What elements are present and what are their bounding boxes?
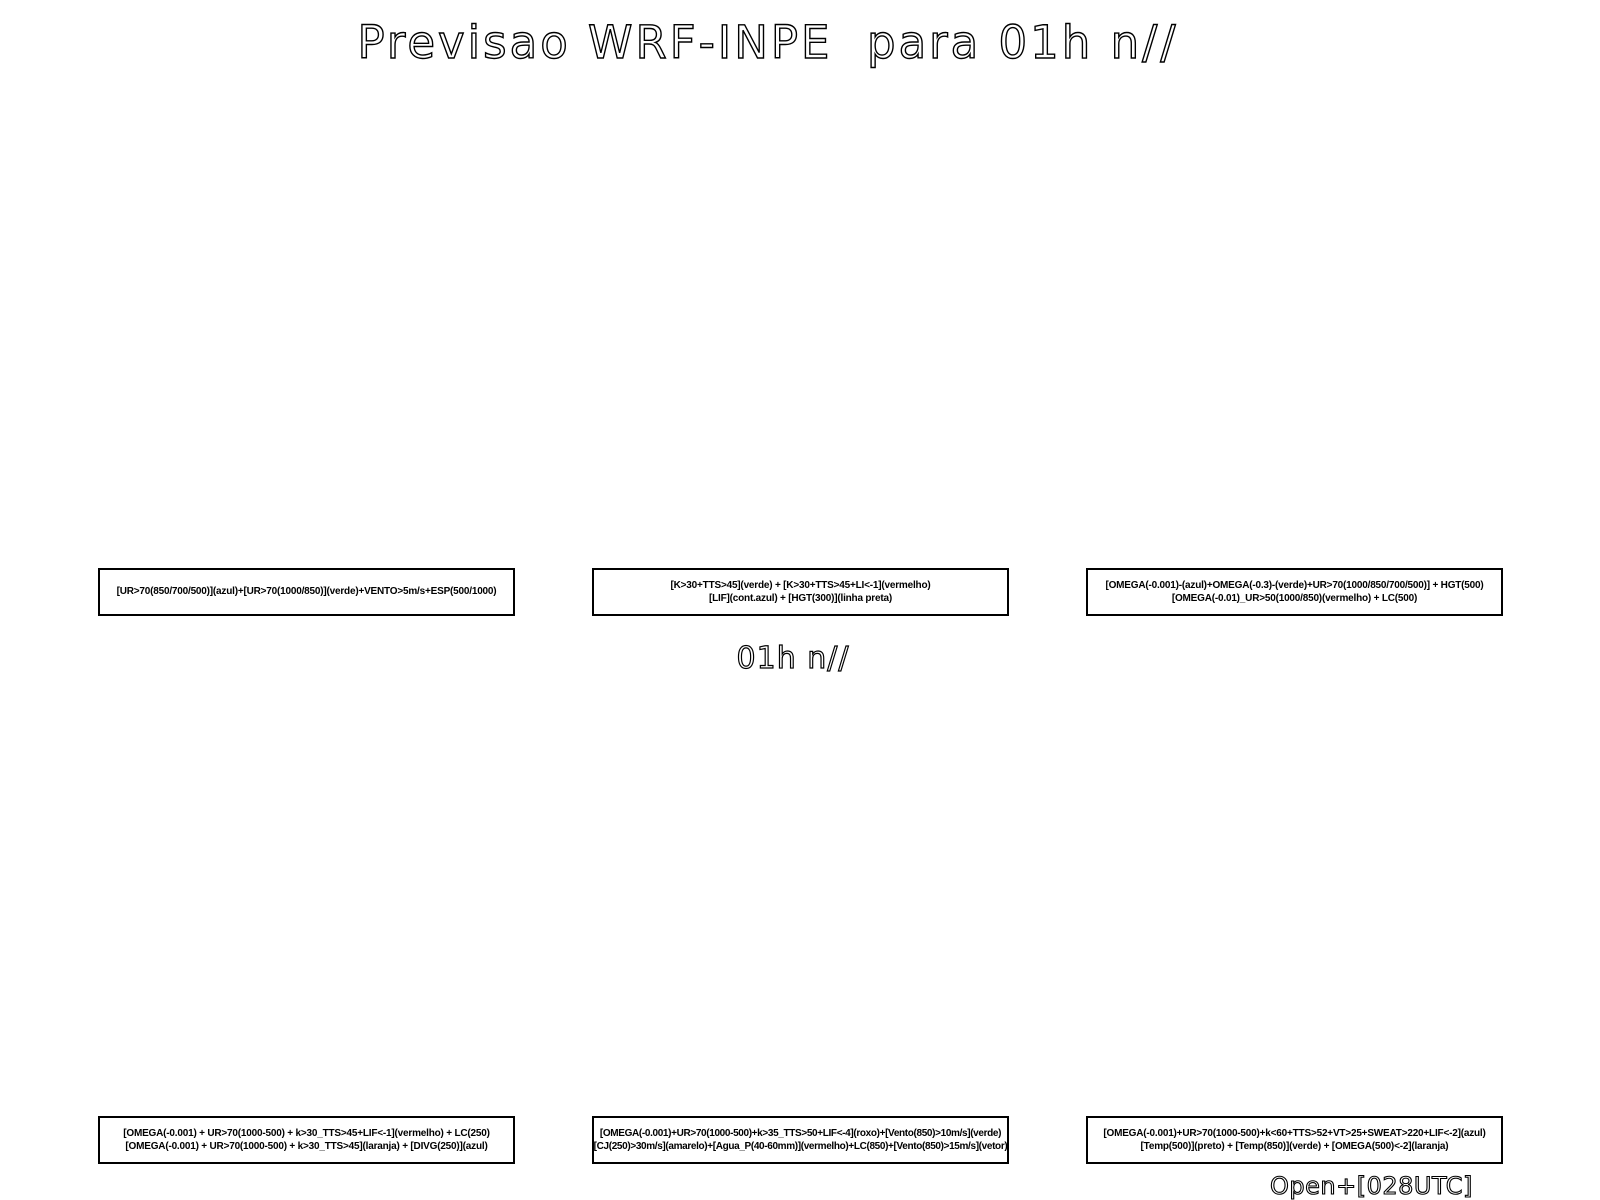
legend-text: [OMEGA(-0.001)-(azul)+OMEGA(-0.3)-(verde)+UR>70(1000/850/700/500)] + HGT(500) — [1105, 579, 1484, 591]
legend-box-mid-left — [98, 568, 515, 616]
legend-box-bottom-center — [592, 1116, 1009, 1164]
legend-text: [K>30+TTS>45](verde) + [K>30+TTS>45+LI<-1](vermelho) — [670, 579, 931, 591]
legend-text: [OMEGA(-0.001)+UR>70(1000-500)+k<60+TTS>52+VT>25+SWEAT>220+LIF<-2](azul) — [1103, 1127, 1486, 1139]
legend-text: [UR>70(850/700/500)](azul)+[UR>70(1000/850)](verde)+VENTO>5m/s+ESP(500/1000) — [116, 586, 497, 598]
page-title-area — [0, 0, 1600, 95]
legend-text: [OMEGA(-0.001)+UR>70(1000-500)+k>35_TTS>50+LIF<-4](roxo)+[Vento(850)>10m/s](verde) — [599, 1127, 1002, 1139]
legend-box-mid-center — [592, 568, 1009, 616]
footer-label-area — [1258, 1168, 1600, 1200]
legend-text: [OMEGA(-0.001) + UR>70(1000-500) + k>30_TTS>45+LIF<-1](vermelho) + LC(250) — [123, 1127, 490, 1139]
legend-text: [Temp(500)](preto) + [Temp(850)](verde) + [OMEGA(500)<-2](laranja) — [1140, 1141, 1449, 1152]
legend-text: [LIF](cont.azul) + [HGT(300)](linha preta) — [709, 593, 892, 604]
footer-label: Open+[028UTC] — [1270, 1172, 1473, 1200]
page-title: Previsao WRF-INPE para 01h n// — [357, 16, 1179, 69]
legend-text: [CJ(250)>30m/s](amarelo)+[Agua_P(40-60mm)](vermelho)+LC(850)+[Vento(850)>15m/s](vetor) — [593, 1141, 1008, 1152]
legend-text: [OMEGA(-0.01)_UR>50(1000/850)(vermelho) + LC(500) — [1171, 593, 1418, 604]
legend-box-bottom-right — [1086, 1116, 1503, 1164]
legend-text: [OMEGA(-0.001) + UR>70(1000-500) + k>30_TTS>45](laranja) + [DIVG(250)](azul) — [125, 1141, 488, 1152]
center-time-label: 01h n// — [736, 641, 850, 676]
legend-box-bottom-left — [98, 1116, 515, 1164]
center-time-label-area — [0, 630, 1600, 685]
legend-box-mid-right — [1086, 568, 1503, 616]
